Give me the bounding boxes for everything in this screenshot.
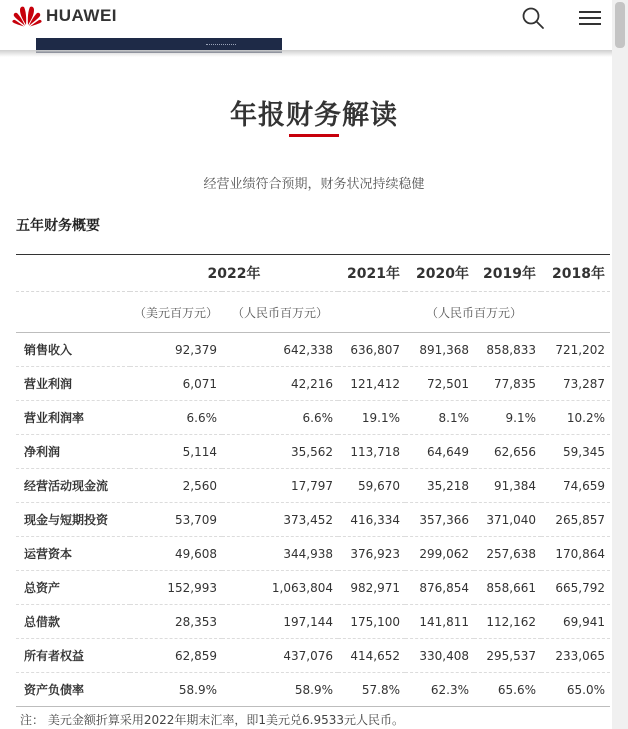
value-2020: 299,062: [405, 537, 474, 571]
value-2019: 112,162: [474, 605, 541, 639]
value-2021: 376,923: [338, 537, 405, 571]
value-2019: 371,040: [474, 503, 541, 537]
value-2018: 265,857: [541, 503, 610, 537]
value-2018: 65.0%: [541, 673, 610, 707]
table-row: [16, 605, 610, 639]
value-2020: 891,368: [405, 333, 474, 367]
row-label: 总借款: [16, 605, 130, 639]
value-2022-usd: 6.6%: [130, 401, 222, 435]
value-2021: 59,670: [338, 469, 405, 503]
value-2021: 121,412: [338, 367, 405, 401]
row-label: 营业利润: [16, 367, 130, 401]
value-2019: 91,384: [474, 469, 541, 503]
value-2020: 330,408: [405, 639, 474, 673]
table-row: [16, 469, 610, 503]
value-2021: 416,334: [338, 503, 405, 537]
table-row: [16, 571, 610, 605]
value-2022-rmb: 35,562: [222, 435, 338, 469]
row-label: 所有者权益: [16, 639, 130, 673]
value-2022-rmb: 42,216: [222, 367, 338, 401]
value-2022-usd: 92,379: [130, 333, 222, 367]
row-label: 运营资本: [16, 537, 130, 571]
value-2018: 233,065: [541, 639, 610, 673]
column-header-2019: 2019年: [474, 255, 541, 292]
value-2019: 858,661: [474, 571, 541, 605]
value-2020: 64,649: [405, 435, 474, 469]
value-2019: 295,537: [474, 639, 541, 673]
huawei-logo-link[interactable]: [12, 5, 117, 27]
row-label: 营业利润率: [16, 401, 130, 435]
header-shadow: [0, 50, 612, 57]
unit-rmb-2022: （人民币百万元）: [222, 292, 338, 333]
menu-button[interactable]: [578, 8, 602, 28]
value-2018: 665,792: [541, 571, 610, 605]
column-header-2022: 2022年: [130, 255, 338, 292]
row-label: 现金与短期投资: [16, 503, 130, 537]
value-2018: 170,864: [541, 537, 610, 571]
section-title: 五年财务概要: [16, 218, 100, 234]
page-title: 年报财务解读: [230, 100, 398, 131]
hero-decoration: [206, 44, 236, 48]
value-2020: 35,218: [405, 469, 474, 503]
footnote: 注： 美元金额折算采用2022年期末汇率，即1美元兑6.9533元人民币。: [20, 713, 404, 727]
value-2020: 141,811: [405, 605, 474, 639]
value-2021: 414,652: [338, 639, 405, 673]
value-2018: 73,287: [541, 367, 610, 401]
value-2019: 77,835: [474, 367, 541, 401]
table-row: [16, 435, 610, 469]
top-navigation-bar: [0, 0, 612, 38]
value-2022-rmb: 1,063,804: [222, 571, 338, 605]
value-2020: 8.1%: [405, 401, 474, 435]
value-2019: 257,638: [474, 537, 541, 571]
value-2020: 876,854: [405, 571, 474, 605]
huawei-petal-logo: [12, 5, 42, 27]
value-2021: 982,971: [338, 571, 405, 605]
value-2021: 113,718: [338, 435, 405, 469]
column-header-2020: 2020年: [405, 255, 474, 292]
value-2022-rmb: 373,452: [222, 503, 338, 537]
column-header-2021: 2021年: [338, 255, 405, 292]
value-2018: 69,941: [541, 605, 610, 639]
value-2019: 62,656: [474, 435, 541, 469]
unit-header-row: [16, 292, 610, 333]
title-underline: [289, 134, 339, 137]
unit-empty-cell: [16, 292, 130, 333]
row-label: 经营活动现金流: [16, 469, 130, 503]
scrollbar-thumb[interactable]: [615, 2, 625, 48]
value-2018: 59,345: [541, 435, 610, 469]
table-row: [16, 503, 610, 537]
value-2020: 62.3%: [405, 673, 474, 707]
unit-usd: （美元百万元）: [130, 292, 222, 333]
value-2021: 175,100: [338, 605, 405, 639]
value-2018: 10.2%: [541, 401, 610, 435]
brand-name: HUAWEI: [46, 6, 117, 25]
value-2022-usd: 58.9%: [130, 673, 222, 707]
value-2022-usd: 28,353: [130, 605, 222, 639]
year-header-row: [16, 255, 610, 292]
value-2022-usd: 49,608: [130, 537, 222, 571]
value-2022-rmb: 17,797: [222, 469, 338, 503]
table-row: [16, 367, 610, 401]
value-2022-usd: 152,993: [130, 571, 222, 605]
search-button[interactable]: [521, 6, 545, 30]
value-2022-usd: 6,071: [130, 367, 222, 401]
value-2022-usd: 62,859: [130, 639, 222, 673]
value-2022-usd: 53,709: [130, 503, 222, 537]
value-2020: 357,366: [405, 503, 474, 537]
row-label: 资产负债率: [16, 673, 130, 707]
value-2019: 9.1%: [474, 401, 541, 435]
unit-rmb-prior-years: （人民币百万元）: [338, 292, 610, 333]
row-label: 总资产: [16, 571, 130, 605]
value-2020: 72,501: [405, 367, 474, 401]
value-2022-rmb: 6.6%: [222, 401, 338, 435]
five-year-financial-table: [16, 254, 610, 707]
table-row: [16, 537, 610, 571]
value-2022-rmb: 58.9%: [222, 673, 338, 707]
value-2019: 65.6%: [474, 673, 541, 707]
value-2019: 858,833: [474, 333, 541, 367]
table-row: [16, 639, 610, 673]
value-2018: 721,202: [541, 333, 610, 367]
value-2022-usd: 5,114: [130, 435, 222, 469]
value-2022-rmb: 642,338: [222, 333, 338, 367]
value-2021: 19.1%: [338, 401, 405, 435]
search-icon: [521, 6, 545, 30]
value-2022-usd: 2,560: [130, 469, 222, 503]
value-2021: 636,807: [338, 333, 405, 367]
value-2018: 74,659: [541, 469, 610, 503]
value-2022-rmb: 344,938: [222, 537, 338, 571]
table-row: [16, 333, 610, 367]
value-2022-rmb: 437,076: [222, 639, 338, 673]
value-2021: 57.8%: [338, 673, 405, 707]
header-empty-cell: [16, 255, 130, 292]
row-label: 销售收入: [16, 333, 130, 367]
table-row: [16, 673, 610, 707]
hamburger-menu-icon: [578, 8, 602, 28]
row-label: 净利润: [16, 435, 130, 469]
value-2022-rmb: 197,144: [222, 605, 338, 639]
column-header-2018: 2018年: [541, 255, 610, 292]
page-subtitle: 经营业绩符合预期，财务状况持续稳健: [203, 177, 425, 192]
table-row: [16, 401, 610, 435]
